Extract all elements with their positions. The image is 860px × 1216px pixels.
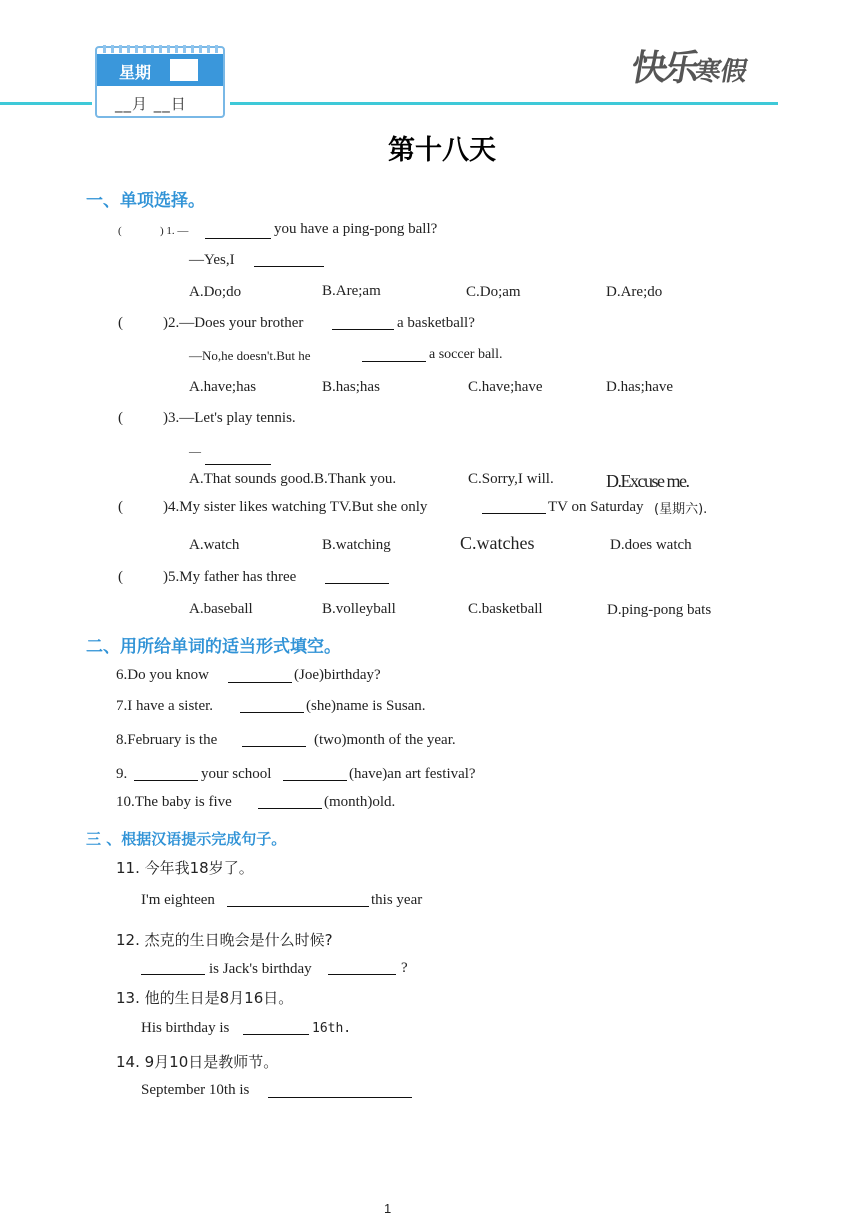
q8-text: 8.February is the [116,732,218,748]
q10-blank [258,794,322,809]
q5-number: )5.My father has three [163,569,297,585]
weekday-label: 星期 [119,63,152,82]
q1-paren: ( [118,225,122,237]
q6-text: 6.Do you know [116,667,209,683]
q2-option-a: A.have;has [189,379,257,395]
q9-end: (have)an art festival? [349,766,476,782]
q13-text: His birthday is [141,1020,230,1036]
q12-chinese: 12. 杰克的生日晚会是什么时候? [116,931,333,949]
q9-blank-2 [283,766,347,781]
q1-number: ) 1. — [160,225,189,237]
q5-option-c: C.basketball [468,601,543,617]
q2-number: )2.—Does your brother [163,315,304,331]
q4-option-a: A.watch [189,537,240,553]
q2-option-c: C.have;have [468,379,543,395]
q5-option-b: B.volleyball [322,601,396,617]
q4-option-b: B.watching [322,537,391,553]
section-1-heading: 一、单项选择。 [86,191,205,211]
page-title: 第十八天 [388,135,496,166]
q10-text: 10.The baby is five [116,794,232,810]
logo: 快乐寒假 [627,48,750,89]
q13-blank [243,1020,309,1035]
q6-blank [228,668,292,683]
q3-paren: ( [118,410,123,426]
q9-middle: your school [201,766,272,782]
q7-text: 7.I have a sister. [116,698,214,714]
q13-chinese: 13. 他的生日是8月16日。 [116,989,294,1007]
q6-end: (Joe)birthday? [294,667,381,683]
q10-end: (month)old. [324,794,396,810]
q1-option-d: D.Are;do [606,284,663,300]
q11-text: I'm eighteen [141,892,215,908]
q4-option-c: C.watches [460,533,535,553]
q2-option-b: B.has;has [322,379,380,395]
q7-end: (she)name is Susan. [306,698,426,714]
page-number: 1 [384,1201,392,1216]
q4-number: )4.My sister likes watching TV.But she only [163,499,428,515]
q3-number: )3.—Let's play tennis. [163,410,296,426]
q8-blank [242,732,306,747]
q13-end: 16th. [312,1021,352,1036]
q3-option-d: D.Excuse me. [606,471,689,491]
date-label: __月 __日 [115,95,187,113]
q2-answer-line: —No,he doesn't.But he [189,348,311,363]
q11-end: this year [371,892,423,908]
q1-text: you have a ping-pong ball? [274,221,438,237]
q1-option-a: A.Do;do [189,284,242,300]
q12-end: ? [401,960,408,976]
q2-blank-2 [362,347,426,362]
header-rule-right [230,102,778,105]
calendar-header [97,54,223,86]
q9-blank-1 [134,766,198,781]
q11-chinese: 11. 今年我18岁了。 [116,859,254,877]
q7-blank [240,698,304,713]
section-3-heading: 三 、根据汉语提示完成句子。 [86,830,287,848]
q8-end: (two)month of the year. [314,732,456,748]
q5-blank [325,569,389,584]
q1-blank-2 [254,252,324,267]
q11-blank [227,892,369,907]
q14-blank [268,1083,412,1098]
q9-text: 9. [116,766,128,782]
q3-option-a-b: A.That sounds good.B.Thank you. [189,471,397,487]
q5-option-a: A.baseball [189,601,253,617]
q12-text: is Jack's birthday [209,961,312,977]
q2-blank [332,315,394,330]
q4-note: (星期六). [654,502,708,517]
q12-blank-2 [328,960,396,975]
q2-answer-end: a soccer ball. [429,347,503,362]
q4-text: TV on Saturday [548,499,644,515]
q3-answer-dash: — [189,444,201,458]
q1-blank [205,224,271,239]
q2-option-d: D.has;have [606,379,674,395]
q3-blank [205,450,271,465]
q4-blank [482,499,546,514]
q4-option-d: D.does watch [610,537,692,553]
q5-option-d: D.ping-pong bats [607,602,712,618]
q14-text: September 10th is [141,1082,250,1098]
calendar-rings [103,45,219,53]
q2-text: a basketball? [397,315,475,331]
section-2-heading: 二、用所给单词的适当形式填空。 [86,637,341,657]
q1-option-c: C.Do;am [466,284,521,300]
q14-chinese: 14. 9月10日是教师节。 [116,1053,279,1071]
q1-answer-line: —Yes,I [189,252,235,268]
q1-option-b: B.Are;am [322,283,381,299]
header-rule-left [0,102,92,105]
q3-option-c: C.Sorry,I will. [468,471,554,487]
calendar-date-box [95,46,225,118]
weekday-blank [170,59,198,81]
q5-paren: ( [118,569,123,585]
q4-paren: ( [118,499,123,515]
q12-blank-1 [141,960,205,975]
q2-paren: ( [118,315,123,331]
